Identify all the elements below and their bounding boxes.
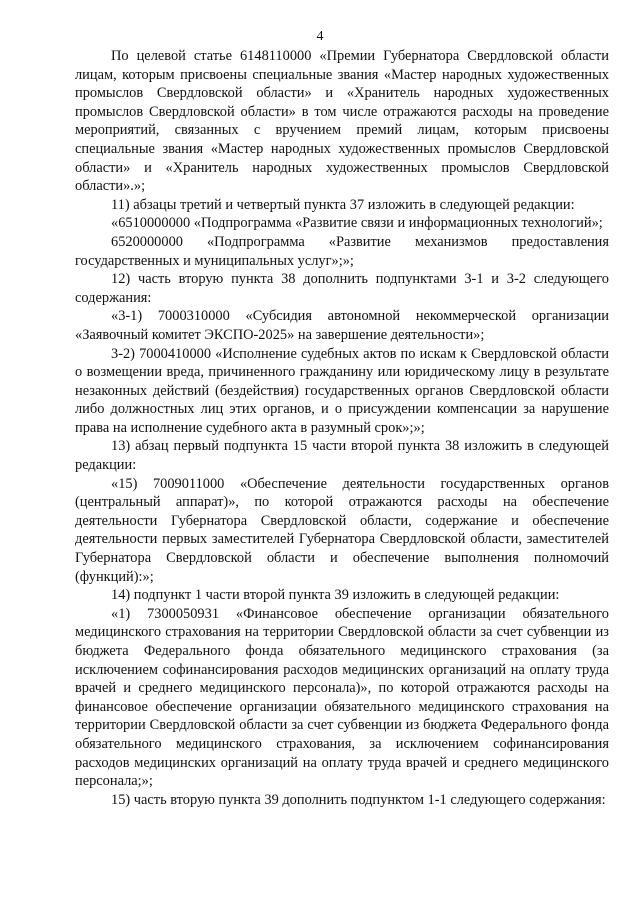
paragraph-target-article-premiums: По целевой статье 6148110000 «Премии Губернатора Свердловской области лицам, которым присвоены специальные звания «Мастер народных художественных промыслов Свердловской области» и «Хранитель народных художественных промыслов Свердловской области» в том числе отражаются расходы на проведение мероприятий, связанных с вручением премий лицам, которым присвоены специальные звания «Мастер народных художественных промыслов Свердловской области» и «Хранитель народных художественных промыслов Свердловской области».»; — [75, 48, 609, 195]
paragraph-item-13-subitem-15: «15) 7009011000 «Обеспечение деятельности государственных органов (центральный аппарат)», по которой отражаются расходы на обеспечение деятельности Губернатора Свердловской области, содержание и обеспечение деятельности первых заместителей Губернатора Свердловской области, заместителей Губернатора Свердловской области и обеспечение выполнения полномочий (функций):»; — [75, 475, 609, 585]
paragraph-item-12-subitem-3-2: 3-2) 7000410000 «Исполнение судебных актов по искам к Свердловской области о возмещении вреда, причиненного гражданину или юридическому лицу в результате незаконных действий (бездействия) государственных органов Свердловской области либо должностных лиц этих органов, и о присуждении компенсации за нарушение права на исполнение судебного акта в разумный срок»;»; — [75, 345, 609, 436]
paragraph-item-11: 11) абзацы третий и четвертый пункта 37 изложить в следующей редакции: — [111, 196, 575, 213]
document-body — [75, 47, 609, 809]
paragraph-item-12-subitem-3-1: «3-1) 7000310000 «Субсидия автономной некоммерческой организации «Заявочный комитет ЭКСПО-2025» на завершение деятельности»; — [75, 308, 609, 343]
paragraph-item-12: 12) часть вторую пункта 38 дополнить подпунктами 3-1 и 3-2 следующего содержания: — [75, 271, 609, 306]
paragraph-item-13: 13) абзац первый подпункта 15 части второй пункта 38 изложить в следующей редакции: — [75, 438, 609, 474]
paragraph-item-15: 15) часть вторую пункта 39 дополнить подпунктом 1-1 следующего содержания: — [111, 791, 606, 808]
paragraph-item-14-subitem-1: «1) 7300050931 «Финансовое обеспечение организации обязательного медицинского страхования на территории Свердловской области за счет субвенции из бюджета Федерального фонда обязательного медицинского страхования (за исключением софинансирования расходов медицинских организаций на оплату труда врачей и среднего медицинского персонала)», по которой отражаются расходы на финансовое обеспечение организации обязательного медицинского страхования на территории Свердловской области за счет субвенции из бюджета Федерального фонда обязательного медицинского страхования, за исключением софинансирования расходов медицинских организаций на оплату труда врачей и среднего медицинского персонала;»; — [75, 605, 609, 790]
paragraph-item-14: 14) подпункт 1 части второй пункта 39 изложить в следующей редакции: — [111, 587, 560, 604]
paragraph-item-11-subprogram-services: 6520000000 «Подпрограмма «Развитие механизмов предоставления государственных и муниципальных услуг»;»; — [75, 233, 609, 269]
paragraph-item-11-subprogram-communications: «6510000000 «Подпрограмма «Развитие связи и информационных технологий»; — [111, 215, 603, 232]
page-number: 4 — [316, 29, 324, 44]
